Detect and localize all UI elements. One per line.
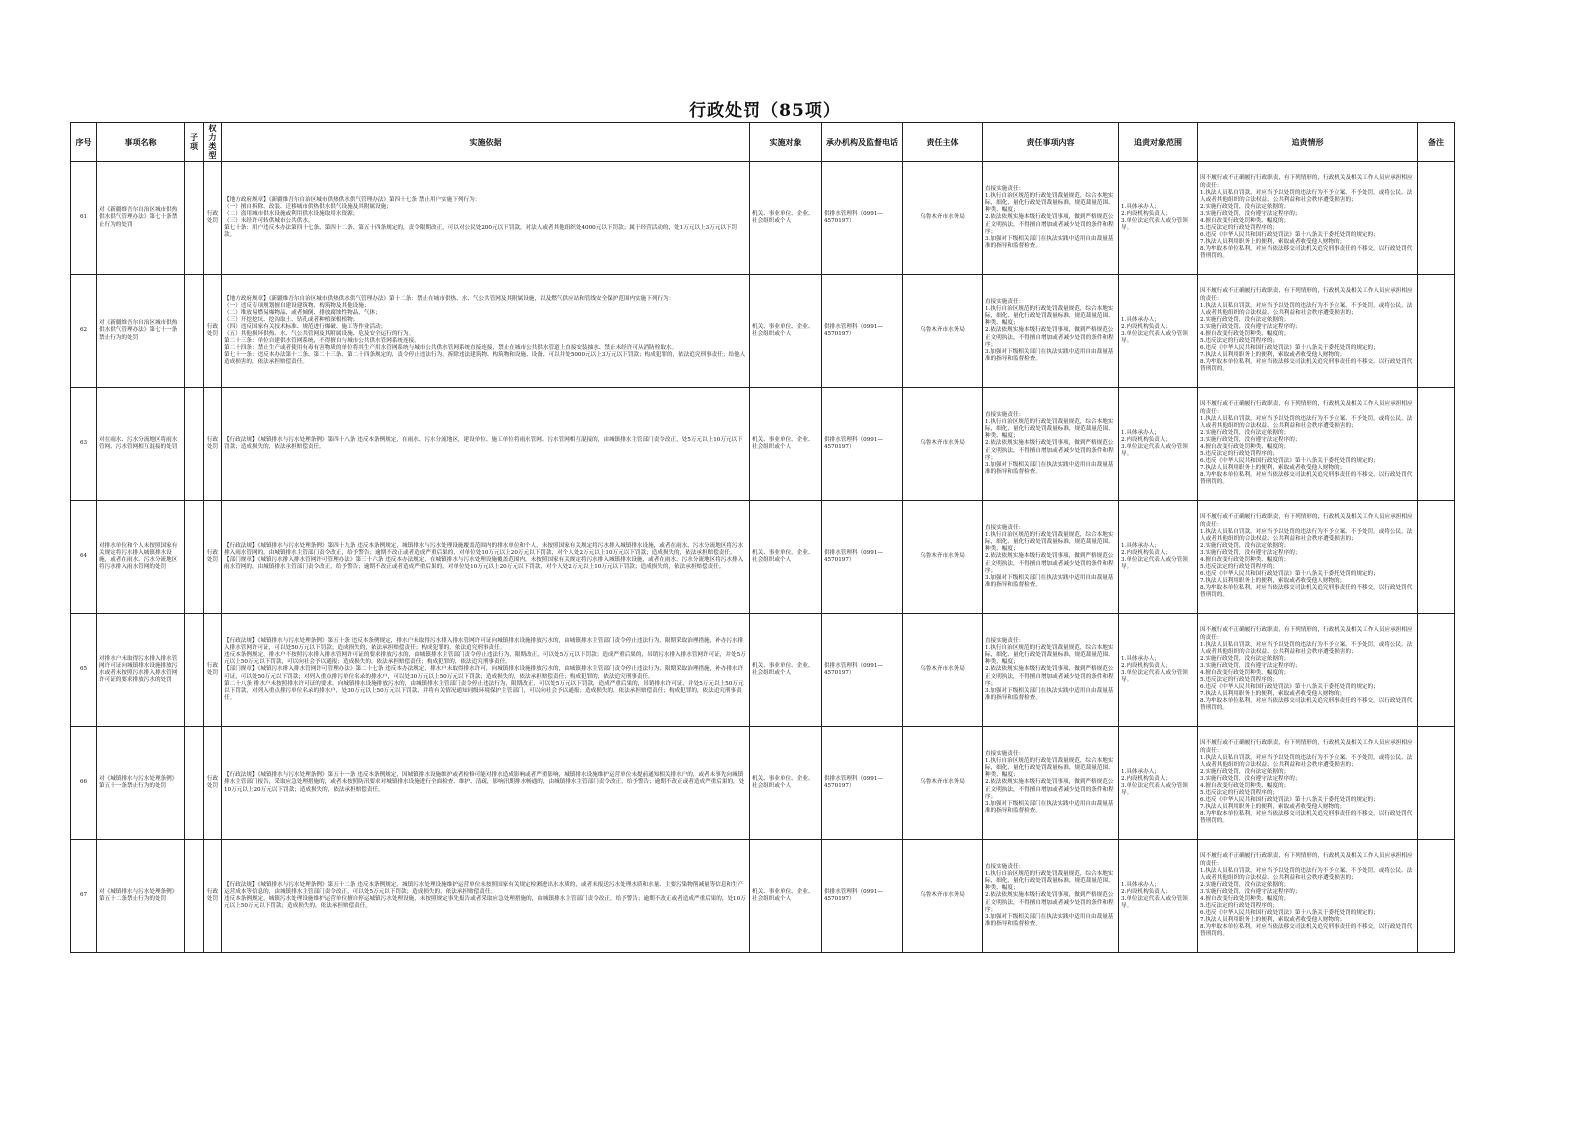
cell-agency: 供排水管理科（0991—4570197） bbox=[822, 388, 903, 501]
cell-resp: 直接实施责任： 1.执行自治区规范的行政处罚裁量规范，综合本地实际，细化、量化行政处罚裁量标准，规范裁量范围、种类、幅度； 2.依法依规实施本级行政处罚事项，做到严格规范公正文明执法，不得擅自增加或者减少处罚的条件和程序； 3.加强对下级相关部门在执法实践中适用自由裁量基准的指导和监督检查。 bbox=[983, 840, 1119, 953]
cell-situation: 因不履行或不正确履行行政职责，有下列情形的，行政机关及相关工作人员应承担相应的责任： 1.执法人员私自罚款，对应当予以处罚的违法行为不予立案、不予处罚，或将公民、法人或者其他组织的合法权益、公共利益和社会秩序遭受损害的； 2.实施行政处罚，没有法定依据的； 3.实施行政处罚，没有遵守法定程序的； 4.擅自改变行政处罚种类、幅度的； 5.违反法定的行政处罚程序的； 6.违反《中华人民共和国行政处罚法》第十八条关于委托处罚的规定的； 7.执法人员利用职务上的便利，索取或者收受他人财物的； 8.为牟取本单位私利，对应当依法移交司法机关追究刑事责任的不移交，以行政处罚代替刑罚的。 bbox=[1198, 840, 1418, 953]
cell-sub bbox=[185, 501, 204, 614]
cell-subject: 乌鲁木齐市水务局 bbox=[903, 614, 983, 727]
header-situation: 追责情形 bbox=[1198, 123, 1418, 162]
header-type: 权力类型 bbox=[204, 123, 222, 162]
header-resp: 责任事项内容 bbox=[983, 123, 1119, 162]
header-note: 备注 bbox=[1418, 123, 1455, 162]
table-row bbox=[71, 840, 1455, 953]
table-row bbox=[71, 388, 1455, 501]
table-row bbox=[71, 501, 1455, 614]
cell-type: 行政处罚 bbox=[204, 840, 222, 953]
cell-target: 机关、事业单位、企业、社会组织或个人 bbox=[750, 501, 822, 614]
cell-target: 机关、事业单位、企业、社会组织或个人 bbox=[750, 275, 822, 388]
cell-seq: 66 bbox=[71, 727, 97, 840]
cell-sub bbox=[185, 840, 204, 953]
cell-name: 对《新疆维吾尔自治区城市供热供水供气管理办法》第七十条禁止行为的处罚 bbox=[97, 162, 185, 275]
cell-situation: 因不履行或不正确履行行政职责，有下列情形的，行政机关及相关工作人员应承担相应的责任： 1.执法人员私自罚款，对应当予以处罚的违法行为不予立案、不予处罚，或将公民、法人或者其他组织的合法权益、公共利益和社会秩序遭受损害的； 2.实施行政处罚，没有法定依据的； 3.实施行政处罚，没有遵守法定程序的； 4.擅自改变行政处罚种类、幅度的； 5.违反法定的行政处罚程序的； 6.违反《中华人民共和国行政处罚法》第十八条关于委托处罚的规定的； 7.执法人员利用职务上的便利，索取或者收受他人财物的； 8.为牟取本单位私利，对应当依法移交司法机关追究刑事责任的不移交，以行政处罚代替刑罚的。 bbox=[1198, 388, 1418, 501]
cell-note bbox=[1418, 614, 1455, 727]
cell-name: 对《新疆维吾尔自治区城市供热供水供气管理办法》第七十一条禁止行为的处罚 bbox=[97, 275, 185, 388]
cell-subject: 乌鲁木齐市水务局 bbox=[903, 501, 983, 614]
cell-resp: 直接实施责任： 1.执行自治区规范的行政处罚裁量规范，综合本地实际，细化、量化行政处罚裁量标准，规范裁量范围、种类、幅度； 2.依法依规实施本级行政处罚事项，做到严格规范公正文明执法，不得擅自增加或者减少处罚的条件和程序； 3.加强对下级相关部门在执法实践中适用自由裁量基准的指导和监督检查。 bbox=[983, 727, 1119, 840]
cell-type: 行政处罚 bbox=[204, 501, 222, 614]
cell-target: 机关、事业单位、企业、社会组织或个人 bbox=[750, 162, 822, 275]
cell-situation: 因不履行或不正确履行行政职责，有下列情形的，行政机关及相关工作人员应承担相应的责任： 1.执法人员私自罚款，对应当予以处罚的违法行为不予立案、不予处罚，或将公民、法人或者其他组织的合法权益、公共利益和社会秩序遭受损害的； 2.实施行政处罚，没有法定依据的； 3.实施行政处罚，没有遵守法定程序的； 4.擅自改变行政处罚种类、幅度的； 5.违反法定的行政处罚程序的； 6.违反《中华人民共和国行政处罚法》第十八条关于委托处罚的规定的； 7.执法人员利用职务上的便利，索取或者收受他人财物的； 8.为牟取本单位私利，对应当依法移交司法机关追究刑事责任的不移交，以行政处罚代替刑罚的。 bbox=[1198, 614, 1418, 727]
cell-basis: 【行政法规】《城镇排水与污水处理条例》第五十一条 违反本条例规定，因城镇排水设施维护或者检修可能对排水造成影响或者严重影响，城镇排水设施维护运营单位未提前通知相关排水户的，或者未事先向城镇排水主管部门报告，采取应急处理措施的，或者未按照防汛要求对城镇排水设施进行全面检查、维护、清疏，影响汛期排水畅通的，由城镇排水主管部门责令改正，给予警告；逾期不改正或者造成严重后果的，处10万元以上20万元以下罚款；造成损失的，依法承担赔偿责任。 bbox=[222, 727, 750, 840]
header-name: 事项名称 bbox=[97, 123, 185, 162]
cell-scope: 1.具体承办人； 2.内设机构负责人； 3.单位法定代表人或分管领导。 bbox=[1119, 162, 1198, 275]
cell-agency: 供排水管理科（0991—4570197） bbox=[822, 275, 903, 388]
cell-sub bbox=[185, 275, 204, 388]
cell-name: 对在雨水、污水分流地区将雨水管网、污水管网相互混接的处罚 bbox=[97, 388, 185, 501]
penalty-table bbox=[70, 122, 1455, 953]
cell-agency: 供排水管理科（0991—4570197） bbox=[822, 162, 903, 275]
cell-sub bbox=[185, 614, 204, 727]
cell-situation: 因不履行或不正确履行行政职责，有下列情形的，行政机关及相关工作人员应承担相应的责任： 1.执法人员私自罚款，对应当予以处罚的违法行为不予立案、不予处罚，或将公民、法人或者其他组织的合法权益、公共利益和社会秩序遭受损害的； 2.实施行政处罚，没有法定依据的； 3.实施行政处罚，没有遵守法定程序的； 4.擅自改变行政处罚种类、幅度的； 5.违反法定的行政处罚程序的； 6.违反《中华人民共和国行政处罚法》第十八条关于委托处罚的规定的； 7.执法人员利用职务上的便利，索取或者收受他人财物的； 8.为牟取本单位私利，对应当依法移交司法机关追究刑事责任的不移交，以行政处罚代替刑罚的。 bbox=[1198, 162, 1418, 275]
cell-basis: 【行政法规】《城镇排水与污水处理条例》第五十二条 违反本条例规定，城镇污水处理设施维护运营单位未按照国家有关规定检测进出水水质的，或者未报送污水处理水质和水量、主要污染物削减量等信息和生产运营成本等信息的，由城镇排水主管部门责令改正，可以处5万元以下罚款；造成损失的，依法承担赔偿责任。 违反本条例规定，城镇污水处理设施维护运营单位擅自停运城镇污水处理设施，未按照规定事先报告或者采取应急处理措施的，由城镇排水主管部门责令改正，给予警告；逾期不改正或者造成严重后果的，处10万元以上50万元以下罚款；造成损失的，依法承担赔偿责任。 bbox=[222, 840, 750, 953]
cell-name: 对排水单位和个人未按照国家有关规定将污水排入城镇排水设施，或者在雨水、污水分流地区将污水排入雨水管网的处罚 bbox=[97, 501, 185, 614]
cell-seq: 67 bbox=[71, 840, 97, 953]
cell-type: 行政处罚 bbox=[204, 614, 222, 727]
cell-seq: 62 bbox=[71, 275, 97, 388]
cell-basis: 【地方政府规章】《新疆维吾尔自治区城市供热供水供气管理办法》第四十七条 禁止用户实施下列行为： （一）擅自拆除、改装、迁移城市供热供水供气设施及其附属设施； （二）盗用城市供水设施或利用供水设施取用水资源； （三）未经许可转供城市公共供水。 第七十条：用户违反本办法第四十七条、第四十二条、第五十四条规定的，责令限期改正，可以对公民处200元以下罚款，对法人或者其他组织处4000元以下罚款；属于经营活动的，处1万元以上3万元以下罚款。 bbox=[222, 162, 750, 275]
cell-resp: 直接实施责任： 1.执行自治区规范的行政处罚裁量规范，综合本地实际，细化、量化行政处罚裁量标准，规范裁量范围、种类、幅度； 2.依法依规实施本级行政处罚事项，做到严格规范公正文明执法，不得擅自增加或者减少处罚的条件和程序； 3.加强对下级相关部门在执法实践中适用自由裁量基准的指导和监督检查。 bbox=[983, 275, 1119, 388]
cell-name: 对排水户未取得污水排入排水管网许可证向城镇排水设施排放污水或者未按照污水排入排水管网许可证的要求排放污水的处罚 bbox=[97, 614, 185, 727]
header-basis: 实施依据 bbox=[222, 123, 750, 162]
cell-scope: 1.具体承办人； 2.内设机构负责人； 3.单位法定代表人或分管领导。 bbox=[1119, 501, 1198, 614]
cell-resp: 直接实施责任： 1.执行自治区规范的行政处罚裁量规范，综合本地实际，细化、量化行政处罚裁量标准，规范裁量范围、种类、幅度； 2.依法依规实施本级行政处罚事项，做到严格规范公正文明执法，不得擅自增加或者减少处罚的条件和程序； 3.加强对下级相关部门在执法实践中适用自由裁量基准的指导和监督检查。 bbox=[983, 501, 1119, 614]
table-row bbox=[71, 727, 1455, 840]
cell-agency: 供排水管理科（0991—4570197） bbox=[822, 727, 903, 840]
table-row bbox=[71, 162, 1455, 275]
cell-seq: 65 bbox=[71, 614, 97, 727]
cell-scope: 1.具体承办人； 2.内设机构负责人； 3.单位法定代表人或分管领导。 bbox=[1119, 727, 1198, 840]
cell-name: 对《城镇排水与污水处理条例》第五十二条禁止行为的处罚 bbox=[97, 840, 185, 953]
cell-type: 行政处罚 bbox=[204, 727, 222, 840]
cell-sub bbox=[185, 388, 204, 501]
cell-note bbox=[1418, 501, 1455, 614]
cell-resp: 直接实施责任： 1.执行自治区规范的行政处罚裁量规范，综合本地实际，细化、量化行政处罚裁量标准，规范裁量范围、种类、幅度； 2.依法依规实施本级行政处罚事项，做到严格规范公正文明执法，不得擅自增加或者减少处罚的条件和程序； 3.加强对下级相关部门在执法实践中适用自由裁量基准的指导和监督检查。 bbox=[983, 614, 1119, 727]
cell-scope: 1.具体承办人； 2.内设机构负责人； 3.单位法定代表人或分管领导。 bbox=[1119, 840, 1198, 953]
cell-agency: 供排水管理科（0991—4570197） bbox=[822, 840, 903, 953]
cell-agency: 供排水管理科（0991—4570197） bbox=[822, 501, 903, 614]
cell-target: 机关、事业单位、企业、社会组织或个人 bbox=[750, 727, 822, 840]
table-header-row bbox=[71, 123, 1455, 162]
cell-note bbox=[1418, 727, 1455, 840]
cell-basis: 【地方政府规章】《新疆维吾尔自治区城市供热供水供气管理办法》第十二条：禁止在城市供热、水、气公共管网及其附属设施，以及燃气供应站和管线安全保护范围内实施下列行为： （一）违反专项规划擅自建设建筑物、构筑物及其他设施； （二）堆放易燃易爆物品、或者倾倒、排放腐蚀性物品、气体； （三）开挖挖坑、挖沟取土、钻孔或者种植深根植物； （四）违反国家有关技术标准、规范进行爆破、施工等作业活动； （五）其他损坏供热、水、气公共管网及其附属设施、危及安全运行的行为。 第二十三条：单位自建供水管网系统，不得擅自与城市公共供水管网系统连接。 第二十四条：禁止生产或者使用有毒有害物质的单位将其生产用水管网系统与城市公共供水管网系统直接连接，禁止在城市公共供水管道上直接安装抽水、禁止未经许可从消防栓取水。 第七十一条：违反本办法第十二条、第二十三条、第二十四条规定的，责令停止违法行为，拆除违法建筑物、构筑物和设施、设备，可以并处5000元以上3万元以下罚款；构成犯罪的，依法追究刑事责任；给他人造成损害的，依法承担赔偿责任。 bbox=[222, 275, 750, 388]
header-seq: 序号 bbox=[71, 123, 97, 162]
cell-situation: 因不履行或不正确履行行政职责，有下列情形的，行政机关及相关工作人员应承担相应的责任： 1.执法人员私自罚款，对应当予以处罚的违法行为不予立案、不予处罚，或将公民、法人或者其他组织的合法权益、公共利益和社会秩序遭受损害的； 2.实施行政处罚，没有法定依据的； 3.实施行政处罚，没有遵守法定程序的； 4.擅自改变行政处罚种类、幅度的； 5.违反法定的行政处罚程序的； 6.违反《中华人民共和国行政处罚法》第十八条关于委托处罚的规定的； 7.执法人员利用职务上的便利，索取或者收受他人财物的； 8.为牟取本单位私利，对应当依法移交司法机关追究刑事责任的不移交，以行政处罚代替刑罚的。 bbox=[1198, 275, 1418, 388]
cell-scope: 1.具体承办人； 2.内设机构负责人； 3.单位法定代表人或分管领导。 bbox=[1119, 614, 1198, 727]
cell-note bbox=[1418, 162, 1455, 275]
cell-subject: 乌鲁木齐市水务局 bbox=[903, 162, 983, 275]
header-target: 实施对象 bbox=[750, 123, 822, 162]
header-sub: 子项 bbox=[185, 123, 204, 162]
cell-type: 行政处罚 bbox=[204, 275, 222, 388]
table-row bbox=[71, 614, 1455, 727]
cell-basis: 【行政法规】《城镇排水与污水处理条例》第四十八条 违反本条例规定，在雨水、污水分流地区，建设单位、施工单位将雨水管网、污水管网相互混接的，由城镇排水主管部门责令改正，处5万元以上10万元以下罚款；造成损失的，依法承担赔偿责任。 bbox=[222, 388, 750, 501]
cell-basis: 【行政法规】《城镇排水与污水处理条例》第五十条 违反本条例规定，排水户未取得污水排入排水管网许可证向城镇排水设施排放污水的，由城镇排水主管部门责令停止违法行为，限期采取治理措施，补办污水排入排水管网许可证，可以处50万元以下罚款；造成损失的，依法承担赔偿责任；构成犯罪的，依法追究刑事责任。 违反本条例规定，排水户不按照污水排入排水管网许可证的要求排放污水的，由城镇排水主管部门责令停止违法行为，限期改正，可以处5万元以下罚款；造成严重后果的，吊销污水排入排水管网许可证，并处5万元以上50万元以下罚款，可以向社会予以通报；造成损失的，依法承担赔偿责任；构成犯罪的，依法追究刑事责任。 【部门规章】《城镇污水排入排水管网许可管理办法》第二十七条 违反本办法规定，排水户未取得排水许可，向城镇排水设施排放污水的，由城镇排水主管部门责令停止违法行为，限期采取治理措施，补办排水许可证，可以处50万元以下罚款；对列入重点排污单位名录的排水户，可以处30万元以上50万元以下罚款；造成损失的，依法承担赔偿责任；构成犯罪的，依法追究刑事责任。 第二十八条 排水户未按照排水许可证的要求，向城镇排水设施排放污水的，由城镇排水主管部门责令停止违法行为，限期改正，可以处5万元以下罚款，造成严重后果的，吊销排水许可证，并处5万元以上50万元以下罚款，对列入重点排污单位名录的排水户，处30万元以上50万元以下罚款，并将有关情况通知同级环境保护主管部门，可以向社会予以通报；造成损失的，依法承担赔偿责任；构成犯罪的，依法追究刑事责任。 bbox=[222, 614, 750, 727]
cell-seq: 64 bbox=[71, 501, 97, 614]
cell-name: 对《城镇排水与污水处理条例》第五十一条禁止行为的处罚 bbox=[97, 727, 185, 840]
cell-resp: 直接实施责任： 1.执行自治区规范的行政处罚裁量规范，综合本地实际，细化、量化行政处罚裁量标准，规范裁量范围、种类、幅度； 2.依法依规实施本级行政处罚事项，做到严格规范公正文明执法，不得擅自增加或者减少处罚的条件和程序； 3.加强对下级相关部门在执法实践中适用自由裁量基准的指导和监督检查。 bbox=[983, 388, 1119, 501]
cell-target: 机关、事业单位、企业、社会组织或个人 bbox=[750, 614, 822, 727]
cell-scope: 1.具体承办人； 2.内设机构负责人； 3.单位法定代表人或分管领导。 bbox=[1119, 388, 1198, 501]
cell-subject: 乌鲁木齐市水务局 bbox=[903, 727, 983, 840]
cell-subject: 乌鲁木齐市水务局 bbox=[903, 840, 983, 953]
header-agency: 承办机构及监督电话 bbox=[822, 123, 903, 162]
cell-scope: 1.具体承办人； 2.内设机构负责人； 3.单位法定代表人或分管领导。 bbox=[1119, 275, 1198, 388]
cell-type: 行政处罚 bbox=[204, 388, 222, 501]
table-row bbox=[71, 275, 1455, 388]
cell-subject: 乌鲁木齐市水务局 bbox=[903, 275, 983, 388]
cell-situation: 因不履行或不正确履行行政职责，有下列情形的，行政机关及相关工作人员应承担相应的责任： 1.执法人员私自罚款，对应当予以处罚的违法行为不予立案、不予处罚，或将公民、法人或者其他组织的合法权益、公共利益和社会秩序遭受损害的； 2.实施行政处罚，没有法定依据的； 3.实施行政处罚，没有遵守法定程序的； 4.擅自改变行政处罚种类、幅度的； 5.违反法定的行政处罚程序的； 6.违反《中华人民共和国行政处罚法》第十八条关于委托处罚的规定的； 7.执法人员利用职务上的便利，索取或者收受他人财物的； 8.为牟取本单位私利，对应当依法移交司法机关追究刑事责任的不移交，以行政处罚代替刑罚的。 bbox=[1198, 501, 1418, 614]
cell-situation: 因不履行或不正确履行行政职责，有下列情形的，行政机关及相关工作人员应承担相应的责任： 1.执法人员私自罚款，对应当予以处罚的违法行为不予立案、不予处罚，或将公民、法人或者其他组织的合法权益、公共利益和社会秩序遭受损害的； 2.实施行政处罚，没有法定依据的； 3.实施行政处罚，没有遵守法定程序的； 4.擅自改变行政处罚种类、幅度的； 5.违反法定的行政处罚程序的； 6.违反《中华人民共和国行政处罚法》第十八条关于委托处罚的规定的； 7.执法人员利用职务上的便利，索取或者收受他人财物的； 8.为牟取本单位私利，对应当依法移交司法机关追究刑事责任的不移交，以行政处罚代替刑罚的。 bbox=[1198, 727, 1418, 840]
cell-seq: 61 bbox=[71, 162, 97, 275]
cell-sub bbox=[185, 727, 204, 840]
page-title: 行政处罚（85项） bbox=[689, 101, 841, 121]
cell-agency: 供排水管理科（0991—4570197） bbox=[822, 614, 903, 727]
cell-type: 行政处罚 bbox=[204, 162, 222, 275]
cell-note bbox=[1418, 275, 1455, 388]
cell-note bbox=[1418, 840, 1455, 953]
header-scope: 追责对象范围 bbox=[1119, 123, 1198, 162]
header-subject: 责任主体 bbox=[903, 123, 983, 162]
cell-resp: 直接实施责任： 1.执行自治区规范的行政处罚裁量规范，综合本地实际，细化、量化行政处罚裁量标准，规范裁量范围、种类、幅度； 2.依法依规实施本级行政处罚事项，做到严格规范公正文明执法，不得擅自增加或者减少处罚的条件和程序； 3.加强对下级相关部门在执法实践中适用自由裁量基准的指导和监督检查。 bbox=[983, 162, 1119, 275]
cell-basis: 【行政法规】《城镇排水与污水处理条例》第四十九条 违反本条例规定，城镇排水与污水处理设施覆盖范围内的排水单位和个人，未按照国家有关规定将污水排入城镇排水设施，或者在雨水、污水分流地区将污水排入雨水管网的，由城镇排水主管部门责令改正，给予警告；逾期不改正或者造成严重后果的，对单位处10万元以上20万元以下罚款，对个人处2万元以上10万元以下罚款；造成损失的，依法承担赔偿责任。 【部门规章】《城镇污水排入排水管网许可管理办法》第三十六条 违反本办法规定，在城镇排水与污水处理设施覆盖范围内，未按照国家有关规定将污水排入城镇排水设施，或者在雨水、污水分流地区将污水排入雨水管网的，由城镇排水主管部门责令改正，给予警告；逾期不改正或者造成严重后果的，对单位处10万元以上20万元以下罚款，对个人处2万元以上10万元以下罚款；造成损失的，依法承担赔偿责任。 bbox=[222, 501, 750, 614]
cell-seq: 63 bbox=[71, 388, 97, 501]
cell-target: 机关、事业单位、企业、社会组织或个人 bbox=[750, 840, 822, 953]
cell-subject: 乌鲁木齐市水务局 bbox=[903, 388, 983, 501]
cell-note bbox=[1418, 388, 1455, 501]
cell-target: 机关、事业单位、企业、社会组织或个人 bbox=[750, 388, 822, 501]
cell-sub bbox=[185, 162, 204, 275]
